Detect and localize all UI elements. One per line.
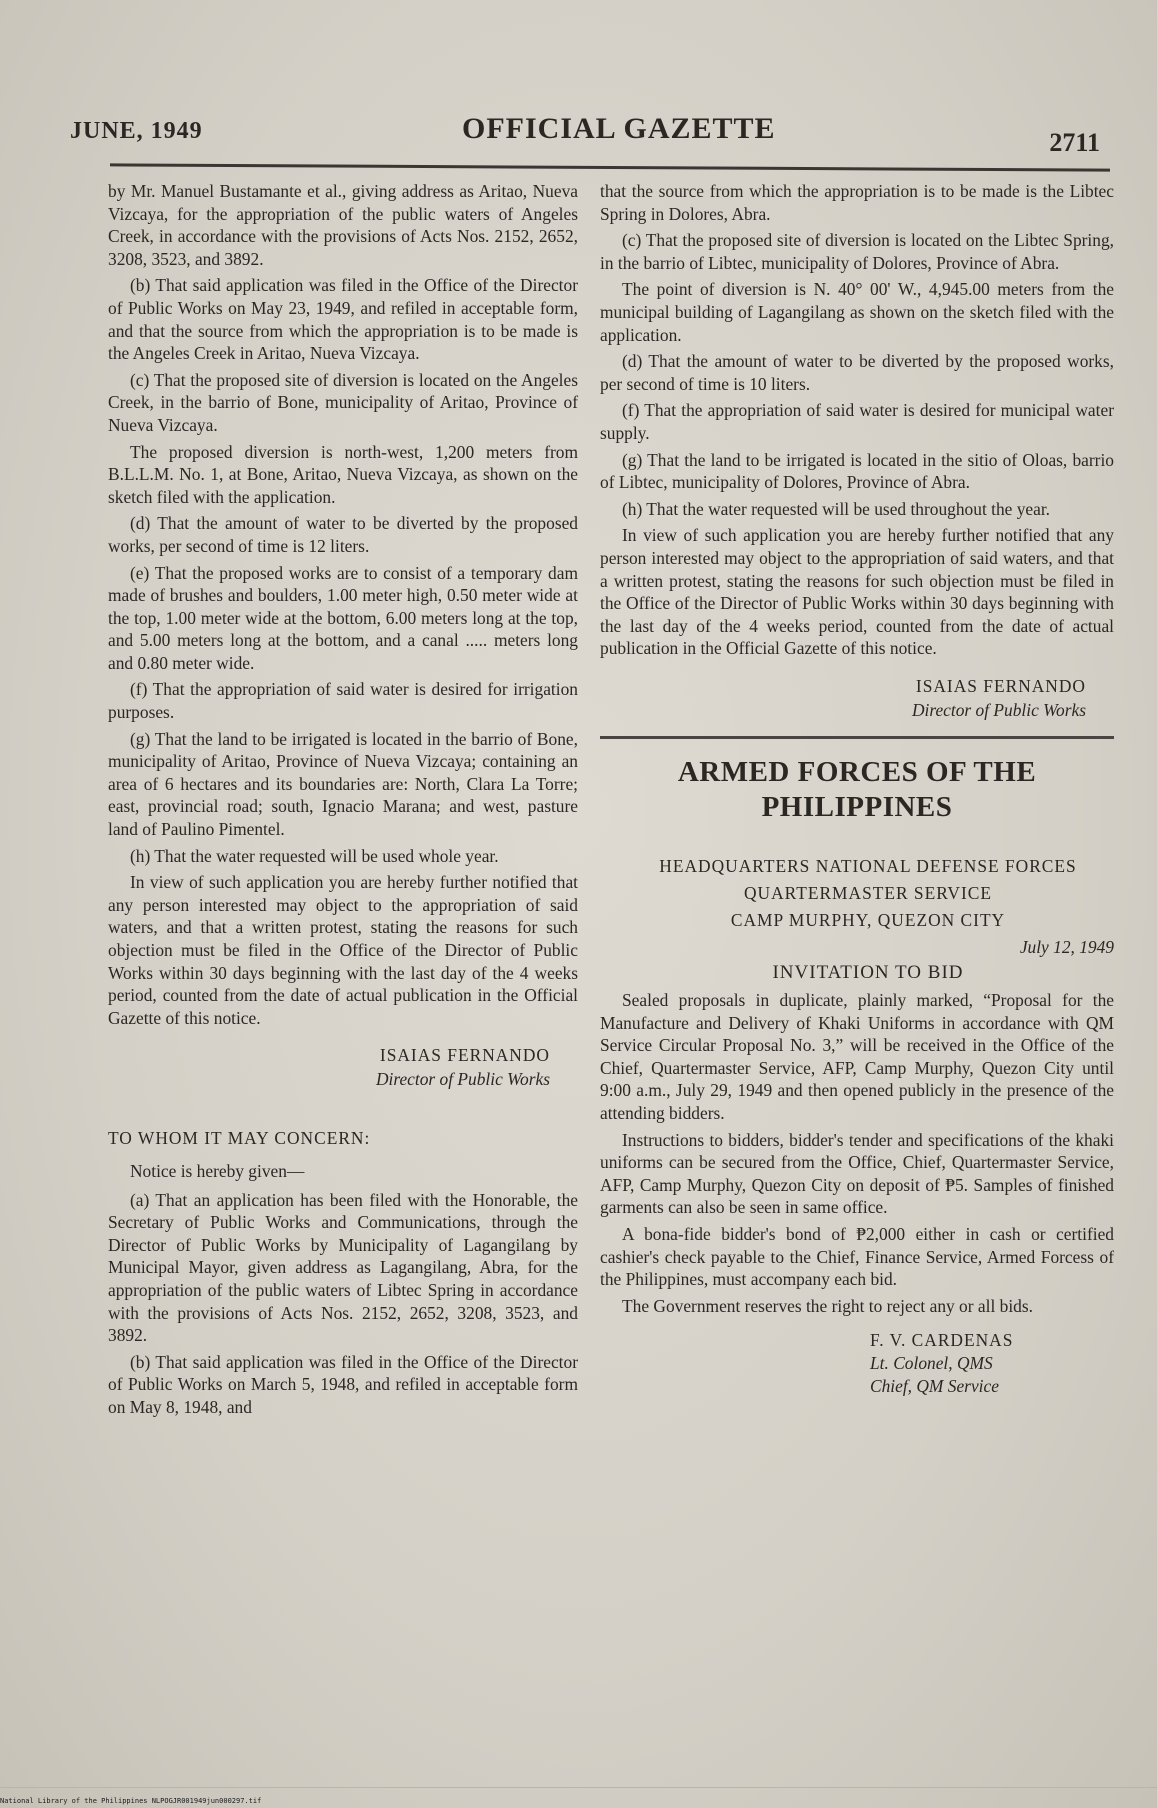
- paragraph: (b) That said application was filed in the Office of the Director of Public Works on May 23, 1949, and refiled in acceptable form, and that the source from which the appropriation is to be made is the Angeles Creek in Aritao, Nueva Vizcaya.: [108, 275, 578, 364]
- signatory-title: Director of Public Works: [911, 699, 1086, 720]
- hq-line: QUARTERMASTER SERVICE: [743, 882, 993, 903]
- paragraph: Instructions to bidders, bidder's tender and specifications of the khaki uniforms can be secured from the Office, Chief, Quartermaster Service, AFP, Camp Murphy, Quezon City on deposit of ₱5. Samples of finished garments can also be seen in same office.: [600, 1129, 1114, 1218]
- signatory-name: ISAIAS FERNANDO: [379, 1045, 550, 1066]
- notice-heading: INVITATION TO BID: [772, 962, 964, 984]
- dateline: July 12, 1949: [1019, 936, 1114, 957]
- section-title: ARMED FORCES OF THE PHILIPPINES: [677, 755, 1037, 823]
- paragraph: In view of such application you are hereby further notified that any person interested may object to the appropriation of said waters, and that a written protest, stating the reasons for such objection must be filed in the Office of the Director of Public Works within 30 days beginning with the last day of the 4 weeks period, counted from the date of actual publication in the Official Gazette of this notice.: [600, 525, 1114, 659]
- notice-line: Notice is hereby given—: [130, 1160, 305, 1181]
- paragraph: The Government reserves the right to reject any or all bids.: [622, 1295, 1033, 1316]
- paragraph: Sealed proposals in duplicate, plainly marked, “Proposal for the Manufacture and Delivery of Khaki Uniforms in accordance with QM Service Circular Proposal No. 3,” will be received in the Office of the Chief, Quartermaster Service, AFP, Camp Murphy, Quezon City until 9:00 a.m., July 29, 1949 and then opened publicly in the presence of the attending bidders.: [600, 990, 1114, 1124]
- section-divider: [600, 736, 1114, 739]
- signatory-name: ISAIAS FERNANDO: [915, 675, 1086, 696]
- paragraph: (f) That the appropriation of said water is desired for municipal water supply.: [600, 400, 1114, 443]
- signatory-name: F. V. CARDENAS: [870, 1330, 1014, 1351]
- paragraph: (h) That the water requested will be used throughout the year.: [622, 498, 1051, 519]
- paragraph: The proposed diversion is north-west, 1,200 meters from B.L.L.M. No. 1, at Bone, Aritao, Nueva Vizcaya, as shown on the sketch filed with the application.: [108, 441, 578, 507]
- scan-footer: National Library of the Philippines NLPOGJR001949jun000297.tif: [0, 1797, 262, 1805]
- hq-line: HEADQUARTERS NATIONAL DEFENSE FORCES: [659, 855, 1077, 876]
- paragraph: (f) That the appropriation of said water is desired for irrigation purposes.: [108, 679, 578, 723]
- left-column: [108, 180, 578, 1423]
- paragraph: (d) That the amount of water to be diverted by the proposed works, per second of time is 12 liters.: [108, 513, 578, 556]
- paragraph: (c) That the proposed site of diversion is located on the Angeles Creek, in the barrio of Bone, municipality of Aritao, Province of Nueva Vizcaya.: [108, 369, 578, 435]
- paragraph: (g) That the land to be irrigated is located in the barrio of Bone, municipality of Aritao, Province of Nueva Vizcaya; containing an area of 6 hectares and its boundaries are: North, Clara La Torre; east, provincial road; south, Ignacio Marana; and west, pasture land of Paulino Pimentel.: [108, 728, 578, 840]
- paragraph: (b) That said application was filed in the Office of the Director of Public Works on March 5, 1948, and refiled in acceptable form on May 8, 1948, and: [108, 1351, 578, 1417]
- paragraph: In view of such application you are hereby further notified that any person interested may object to the appropriation of said waters, and that a written protest, stating the reasons for such objection must be filed in the Office of the Director of Public Works within 30 days beginning with the last day of the 4 weeks period, counted from the date of actual publication in the Official Gazette of this notice.: [108, 872, 578, 1028]
- issue-date: JUNE, 1949: [70, 118, 203, 144]
- paragraph: The point of diversion is N. 40° 00' W., 4,945.00 meters from the municipal building of Lagangilang as shown on the sketch filed with the application.: [600, 279, 1114, 345]
- page-number: 2711: [1049, 128, 1100, 157]
- paragraph: (g) That the land to be irrigated is located in the sitio of Oloas, barrio of Libtec, municipality of Dolores, Province of Abra.: [600, 449, 1114, 493]
- paragraph: (h) That the water requested will be used whole year.: [130, 845, 499, 866]
- paragraph: (e) That the proposed works are to consist of a temporary dam made of brushes and boulders, 1.00 meter high, 0.50 meter wide at the top, 1.00 meter wide at the bottom, 6.00 meters long at the top, and 5.00 meters long at the bottom, and a canal ..... meters long and 0.80 meter wide.: [108, 562, 578, 673]
- signatory-title: Chief, QM Service: [870, 1376, 999, 1397]
- signature-block: [108, 1043, 550, 1091]
- signature-block: [870, 1329, 1114, 1398]
- salutation: TO WHOM IT MAY CONCERN:: [108, 1128, 371, 1149]
- page-header: [70, 112, 1100, 162]
- paragraph: (c) That the proposed site of diversion is located on the Libtec Spring, in the barrio of Libtec, municipality of Dolores, Province of Abra.: [600, 230, 1114, 273]
- signatory-title: Director of Public Works: [375, 1069, 550, 1090]
- right-column: [600, 180, 1114, 1398]
- scan-edge: [0, 1787, 1157, 1788]
- paragraph: (d) That the amount of water to be diverted by the proposed works, per second of time is 10 liters.: [600, 351, 1114, 394]
- paragraph: that the source from which the appropriation is to be made is the Libtec Spring in Dolores, Abra.: [600, 181, 1114, 224]
- signatory-rank: Lt. Colonel, QMS: [870, 1353, 993, 1374]
- signature-block: [600, 674, 1086, 722]
- paragraph: by Mr. Manuel Bustamante et al., giving address as Aritao, Nueva Vizcaya, for the appropriation of the public waters of Angeles Creek, in accordance with the provisions of Acts Nos. 2152, 2652, 3208, 3523, and 3892.: [108, 181, 578, 269]
- header-rule: [110, 163, 1110, 171]
- publication-title: OFFICIAL GAZETTE: [462, 112, 776, 145]
- hq-line: CAMP MURPHY, QUEZON CITY: [730, 909, 1006, 930]
- paragraph: A bona-fide bidder's bond of ₱2,000 either in cash or certified cashier's check payable to the Chief, Finance Service, Armed Forcess of the Philippines, must accompany each bid.: [600, 1224, 1114, 1290]
- paragraph: (a) That an application has been filed with the Honorable, the Secretary of Public Works and Communications, through the Director of Public Works by Municipality of Lagangilang by Municipal Mayor, given address as Lagangilang, Abra, for the appropriation of the public waters of Libtec Spring in accordance with the provisions of Acts Nos. 2152, 2652, 3208, 3523, and 3892.: [108, 1189, 578, 1346]
